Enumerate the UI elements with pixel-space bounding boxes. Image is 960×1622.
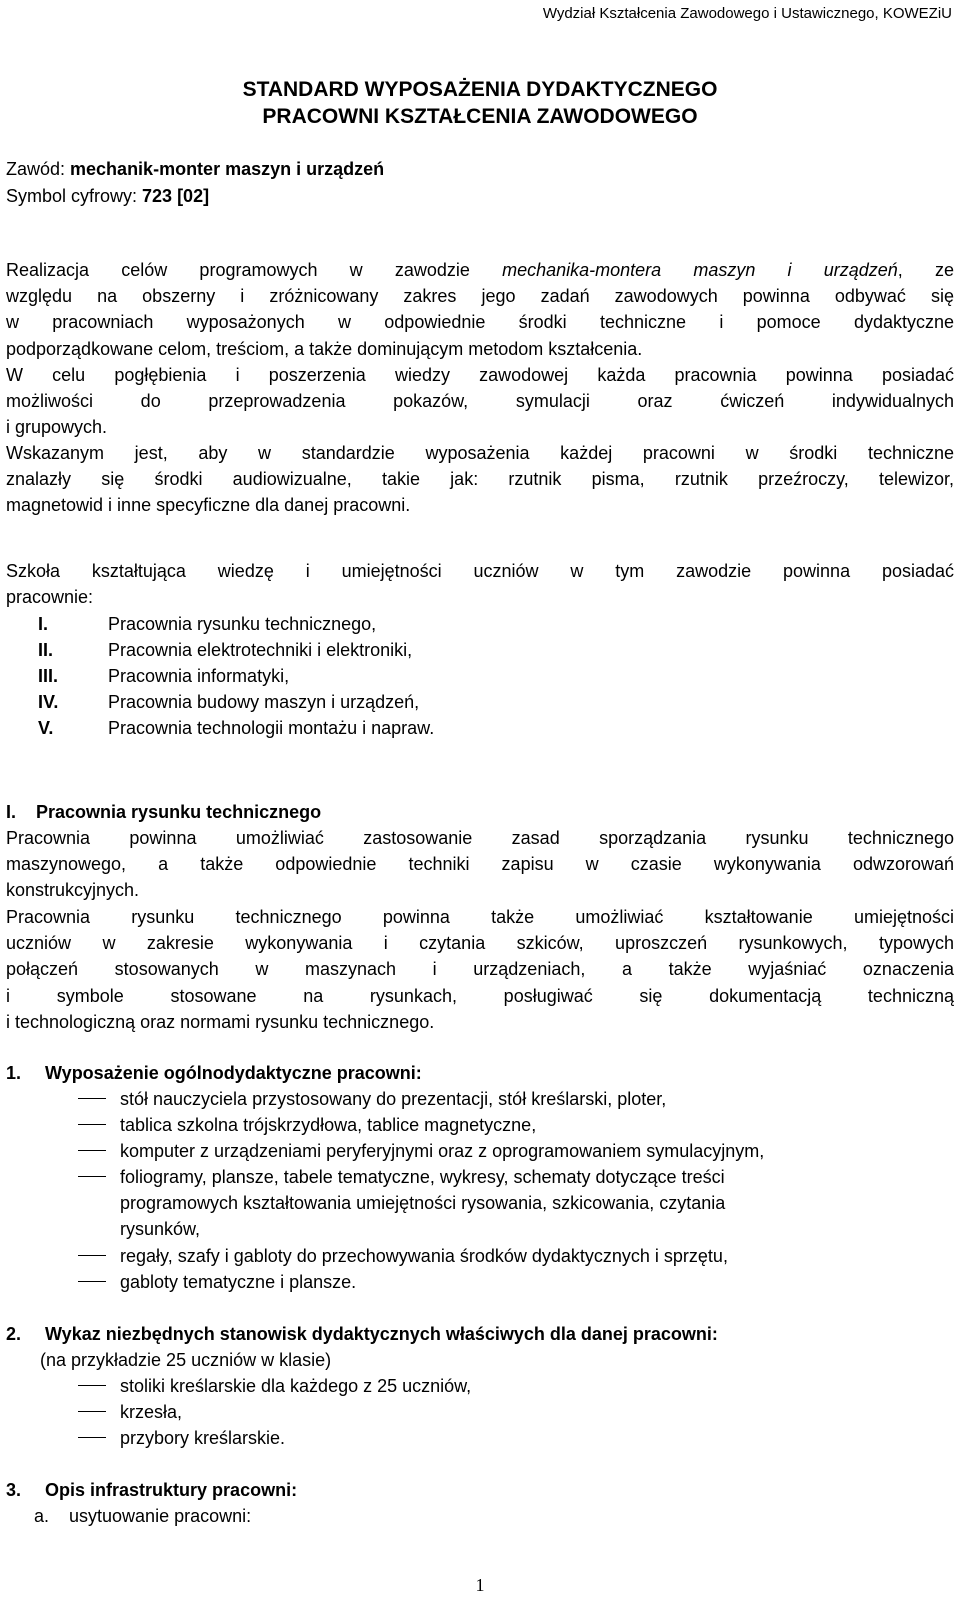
- subsection-2-heading: [6, 1321, 718, 1347]
- pracownia-number: III.: [38, 666, 59, 686]
- pracownia-label: Pracownia rysunku technicznego,: [108, 614, 377, 634]
- intro-paragraph-1: [6, 257, 954, 362]
- subsection-3-item-a: [34, 1503, 251, 1529]
- intro-p2-row-2: możliwości do przeprowadzenia pokazów, symulacji oraz ćwiczeń indywidualnych: [6, 391, 954, 412]
- intro-p2-row-3: i grupowych.: [6, 417, 108, 438]
- dash-bullet-icon: [78, 1437, 106, 1438]
- section-1-p1-row: Pracownia powinna umożliwiać zastosowanie zasad sporządzania rysunku technicznego: [6, 828, 954, 848]
- equipment-item-line: programowych kształtowania umiejętności rysowania, szkicowania, czytania: [120, 1193, 726, 1214]
- symbol-label: Symbol cyfrowy:: [6, 186, 143, 206]
- intro-p1-italic: mechanika-montera maszyn i urządzeń: [502, 260, 898, 280]
- equipment-item-line: foliogramy, plansze, tabele tematyczne, wykresy, schematy dotyczące treści: [120, 1167, 725, 1187]
- equipment-item-text: regały, szafy i gabloty do przechowywania środków dydaktycznych i sprzętu,: [120, 1246, 728, 1266]
- zawod-line: [6, 156, 384, 182]
- section-1-p2-row: i symbole stosowane na rysunkach, posługiwać się dokumentacją techniczną: [6, 985, 954, 1006]
- intro-p1-end: , ze: [897, 260, 954, 280]
- pracownia-number: IV.: [38, 692, 59, 712]
- intro-p2-row-1: W celu pogłębienia i poszerzenia wiedzy zawodowej każda pracownia powinna posiadać: [6, 365, 954, 385]
- symbol-line: [6, 183, 209, 209]
- dash-bullet-icon: [78, 1385, 106, 1386]
- dash-bullet-icon: [78, 1411, 106, 1412]
- intro-paragraph-4: [6, 558, 954, 610]
- section-1-title: Pracownia rysunku technicznego: [36, 802, 322, 822]
- subsection-3-heading: [6, 1477, 297, 1503]
- document-title-line-2: PRACOWNI KSZTAŁCENIA ZAWODOWEGO: [262, 105, 698, 128]
- equipment-item-line: rysunków,: [120, 1219, 201, 1240]
- dash-bullet-icon: [78, 1124, 106, 1125]
- dash-bullet-icon: [78, 1150, 106, 1151]
- intro-paragraph-2: [6, 362, 954, 441]
- section-1-p2-row: i technologiczną oraz normami rysunku technicznego.: [6, 1011, 435, 1032]
- section-1-p1-row: maszynowego, a także odpowiednie techniki zapisu w czasie wykonywania odwzorowań: [6, 854, 954, 875]
- subsection-3-number: 3.: [6, 1480, 22, 1500]
- section-1-p2-row: połączeń stosowanych w maszynach i urządzeniach, a także wyjaśniać oznaczenia: [6, 959, 954, 980]
- intro-p4-row-2: pracownie:: [6, 587, 94, 608]
- subsection-2-number: 2.: [6, 1324, 22, 1344]
- equipment-item-text: gabloty tematyczne i plansze.: [120, 1272, 357, 1292]
- subsection-1-title: Wyposażenie ogólnodydaktyczne pracowni:: [45, 1063, 422, 1083]
- pracownia-label: Pracownia budowy maszyn i urządzeń,: [108, 692, 420, 712]
- intro-p1-row-3: w pracowniach wyposażonych w odpowiednie środki techniczne i pomoce dydaktyczne: [6, 312, 954, 333]
- station-item-text: krzesła,: [120, 1402, 183, 1422]
- pracownia-label: Pracownia elektrotechniki i elektroniki,: [108, 640, 413, 660]
- document-title-line-1: STANDARD WYPOSAŻENIA DYDAKTYCZNEGO: [242, 78, 718, 101]
- dash-bullet-icon: [78, 1281, 106, 1282]
- item-a-label: usytuowanie pracowni:: [69, 1506, 252, 1526]
- pracownia-label: Pracownia technologii montażu i napraw.: [108, 718, 435, 738]
- subsection-3-title: Opis infrastruktury pracowni:: [45, 1480, 298, 1500]
- section-1-paragraph-2: [6, 904, 954, 1035]
- intro-p4-row-1: Szkoła kształtująca wiedzę i umiejętności uczniów w tym zawodzie powinna posiadać: [6, 561, 954, 581]
- equipment-item-text: [120, 1164, 930, 1243]
- equipment-item-text: komputer z urządzeniami peryferyjnymi oraz z oprogramowaniem symulacyjnym,: [120, 1141, 765, 1161]
- intro-p1-start: Realizacja celów programowych w zawodzie: [6, 260, 503, 280]
- pracownia-label: Pracownia informatyki,: [108, 666, 290, 686]
- intro-paragraph-3: [6, 440, 954, 519]
- running-header: Wydział Kształcenia Zawodowego i Ustawicznego, KOWEZiU: [542, 5, 952, 22]
- dash-bullet-icon: [78, 1176, 106, 1177]
- subsection-1-number: 1.: [6, 1063, 22, 1083]
- page-number: 1: [475, 1575, 485, 1595]
- symbol-value: 723 [02]: [142, 186, 210, 206]
- section-1-p2-row: uczniów w zakresie wykonywania i czytania szkiców, uproszczeń rysunkowych, typowych: [6, 933, 954, 954]
- station-item-text: przybory kreślarskie.: [120, 1428, 286, 1448]
- dash-bullet-icon: [78, 1255, 106, 1256]
- subsection-2-title: Wykaz niezbędnych stanowisk dydaktycznych właściwych dla danej pracowni:: [45, 1324, 718, 1344]
- item-a-letter: a.: [34, 1506, 50, 1526]
- equipment-item-text: stół nauczyciela przystosowany do prezentacji, stół kreślarski, ploter,: [120, 1089, 667, 1109]
- section-1-paragraph-1: [6, 825, 954, 904]
- section-1-heading: [6, 799, 321, 825]
- subsection-1-heading: [6, 1060, 422, 1086]
- zawod-value: mechanik-monter maszyn i urządzeń: [70, 159, 385, 179]
- section-1-p2-row: Pracownia rysunku technicznego powinna także umożliwiać kształtowanie umiejętności: [6, 907, 954, 927]
- pracownia-number: II.: [38, 640, 54, 660]
- subsection-2-note: (na przykładzie 25 uczniów w klasie): [40, 1350, 332, 1370]
- equipment-item-text: tablica szkolna trójskrzydłowa, tablice magnetyczne,: [120, 1115, 537, 1135]
- intro-p3-row-2: znalazły się środki audiowizualne, takie jak: rzutnik pisma, rzutnik przeźroczy, telewizor,: [6, 469, 954, 490]
- section-1-p1-row: konstrukcyjnych.: [6, 880, 140, 901]
- intro-p3-row-3: magnetowid i inne specyficzne dla danej pracowni.: [6, 495, 411, 516]
- section-1-number: I.: [6, 802, 17, 822]
- intro-p1-row-4: podporządkowane celom, treściom, a także dominującym metodom kształcenia.: [6, 338, 643, 359]
- intro-p1-row-1: [6, 257, 954, 283]
- dash-bullet-icon: [78, 1098, 106, 1099]
- intro-p3-row-1: Wskazanym jest, aby w standardzie wyposażenia każdej pracowni w środki techniczne: [6, 443, 954, 463]
- intro-p1-row-2: względu na obszerny i zróżnicowany zakres jego zadań zawodowych powinna odbywać się: [6, 286, 954, 307]
- pracownia-number: I.: [38, 614, 49, 634]
- station-item-text: stoliki kreślarskie dla każdego z 25 uczniów,: [120, 1376, 472, 1396]
- zawod-label: Zawód:: [6, 159, 71, 179]
- pracownia-number: V.: [38, 718, 54, 738]
